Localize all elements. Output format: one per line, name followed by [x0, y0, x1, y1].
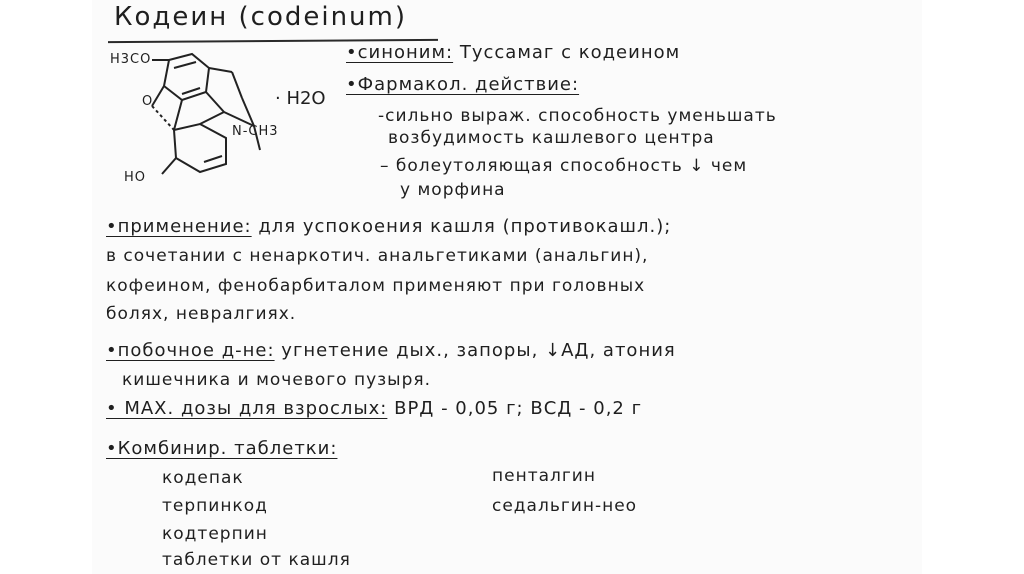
pharma-line-2: возбудимость кашлевого центра [388, 128, 715, 148]
side-effects-label: •побочное д-не: [106, 340, 275, 361]
usage-label: •применение: [106, 216, 252, 237]
water-label: · H2O [275, 88, 326, 109]
usage-line-1 [106, 216, 671, 237]
combo-left-4: таблетки от кашля [162, 550, 351, 570]
usage-line-3: кофеином, фенобарбиталом применяют при головных [106, 276, 646, 296]
usage-line-4: болях, невралгиях. [106, 304, 297, 324]
cyclohexene-ring [174, 124, 226, 172]
ho-label: HO [124, 170, 147, 185]
usage-text-1: для успокоения кашля (противокашл.); [251, 216, 672, 237]
h3co-label: H3CO [110, 52, 152, 67]
combo-right-2: седальгин-нео [492, 496, 638, 516]
n-methyl-label: N-CH3 [232, 124, 279, 139]
pharma-label: •Фармакол. действие: [346, 74, 580, 95]
combo-left-1: кодепак [162, 468, 244, 488]
combo-left-3: кодтерпин [162, 524, 268, 544]
synonym-value: Туссамаг с кодеином [459, 42, 681, 63]
side-effects-line-1 [106, 340, 676, 361]
page-title: Кодеин (codeinum) [114, 2, 407, 32]
dose-line [106, 398, 642, 419]
pharma-line-1: -сильно выраж. способность уменьшать [378, 106, 777, 126]
combo-right-1: пенталгин [492, 466, 596, 486]
dose-value: ВРД - 0,05 г; ВСД - 0,2 г [387, 398, 643, 419]
dose-label: • MAX. дозы для взрослых: [106, 398, 388, 419]
synonym-line [346, 42, 680, 63]
side-effects-text-1: угнетение дых., запоры, ↓АД, атония [274, 340, 676, 361]
combo-label: •Комбинир. таблетки: [106, 438, 338, 459]
oxygen-label: O [142, 94, 154, 109]
pharma-line-3: – болеутоляющая способность ↓ чем [380, 156, 748, 176]
side-effects-line-2: кишечника и мочевого пузыря. [122, 370, 432, 390]
pharma-line-4: у морфина [400, 180, 506, 200]
synonym-label: •синоним: [346, 42, 454, 63]
usage-line-2: в сочетании с ненаркотич. анальгетиками (анальгин), [106, 246, 649, 266]
slide-page [92, 0, 922, 574]
combo-left-2: терпинкод [162, 496, 268, 516]
